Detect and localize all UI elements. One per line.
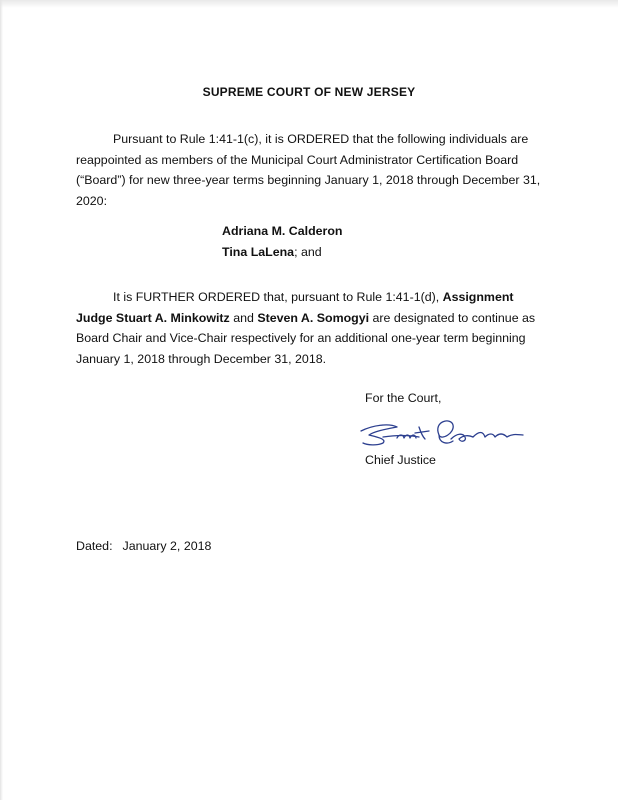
- designation-bold-chair: Assignment Judge Stuart A. Minkowitz: [76, 290, 514, 325]
- court-title: SUPREME COURT OF NEW JERSEY: [202, 85, 416, 99]
- scan-edge-top: [0, 0, 618, 8]
- appointee-name: Tina LaLena: [222, 245, 295, 259]
- dated-date: January 2, 2018: [122, 539, 212, 553]
- designation-text-3: are designated to continue as Board Chair and Vice-Chair respectively for an additional one-year term beginning January 1, 2018 through December 31, 2018.: [76, 310, 536, 366]
- appointee-suffix: ; and: [294, 245, 322, 259]
- scan-edge-left: [0, 0, 3, 800]
- appointee-item: [222, 221, 342, 242]
- handwritten-signature: [353, 413, 533, 453]
- designation-text-1: It is FURTHER ORDERED that, pursuant to Rule 1:41-1(d),: [113, 290, 443, 304]
- order-paragraph-reappointment: [76, 129, 546, 211]
- reappointment-text: Pursuant to Rule 1:41-1(c), it is ORDERED that the following individuals are reappointed as members of the Municipal Court Administrator Certification Board (“Board”) for new three-year terms beginning January 1, 2018 through December 31, 2020:: [76, 132, 541, 208]
- dated-label: Dated:: [76, 539, 113, 553]
- dated-line: [76, 539, 211, 553]
- appointee-item: [222, 242, 342, 263]
- designation-text-2: and: [229, 310, 258, 325]
- closing-line: For the Court,: [365, 391, 442, 405]
- signer-title: Chief Justice: [365, 453, 436, 467]
- appointee-list: [222, 221, 342, 263]
- designation-bold-vice-chair: Steven A. Somogyi: [257, 310, 370, 325]
- appointee-name: Adriana M. Calderon: [222, 224, 343, 238]
- order-paragraph-designation: [76, 287, 546, 369]
